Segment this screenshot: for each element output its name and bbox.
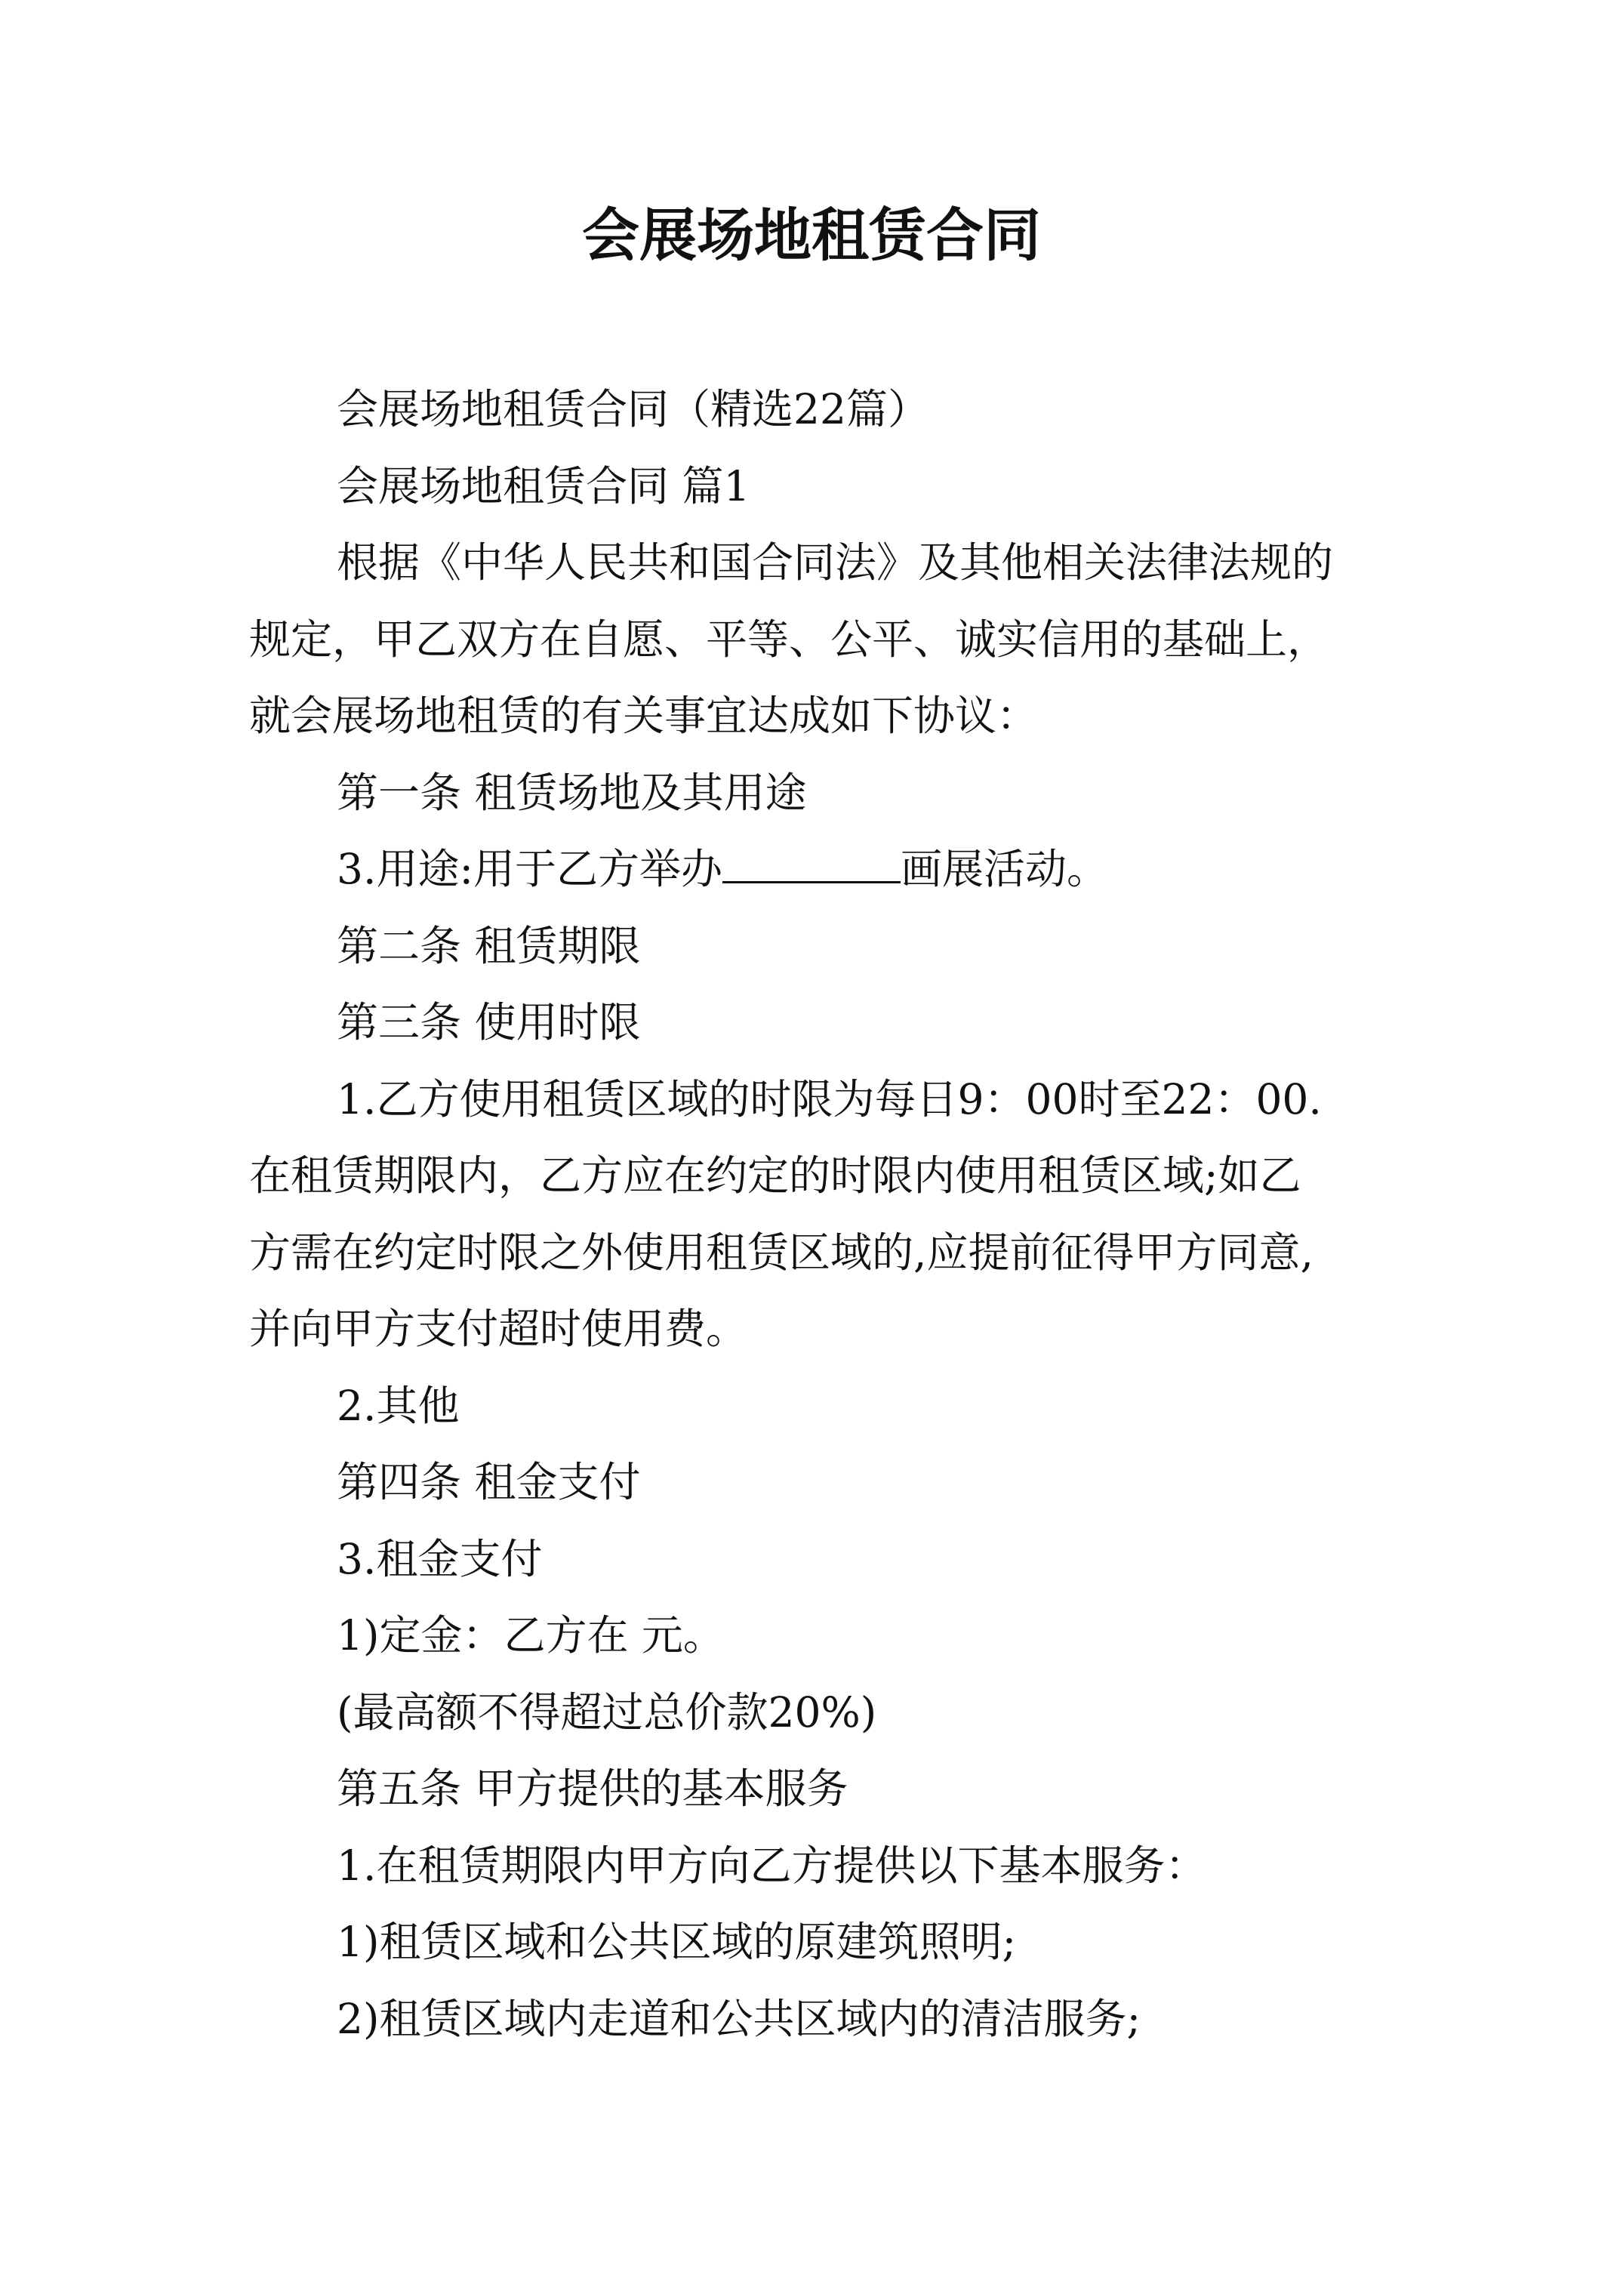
- paragraph-time-limit-line: 在租赁期限内，乙方应在约定的时限内使用租赁区域;如乙: [249, 1151, 1301, 1200]
- paragraph-deposit-note: (最高额不得超过总价款20%): [337, 1687, 877, 1737]
- list-item-cleaning: 2)租赁区域内走道和公共区域内的清洁服务;: [337, 1994, 1141, 2043]
- usage-text-after: 画展活动。: [901, 845, 1109, 893]
- paragraph-usage: [249, 831, 1397, 908]
- article-heading-1: 第一条 租赁场地及其用途: [337, 768, 807, 817]
- paragraph-other: 2.其他: [337, 1381, 460, 1430]
- usage-text-before: 3.用途:用于乙方举办: [337, 845, 723, 893]
- paragraph-preamble-line: 就会展场地租赁的有关事宜达成如下协议：: [249, 692, 1039, 740]
- paragraph-preamble-line: 根据《中华人民共和国合同法》及其他相关法律法规的: [337, 538, 1334, 587]
- paragraph-services-intro: 1.在租赁期限内甲方向乙方提供以下基本服务：: [337, 1841, 1207, 1890]
- article-heading-3: 第三条 使用时限: [337, 998, 641, 1046]
- document-title: 会展场地租赁合同: [582, 202, 1041, 269]
- list-item-lighting: 1)租赁区域和公共区域的原建筑照明;: [337, 1918, 1016, 1966]
- paragraph-rent-payment: 3.租金支付: [337, 1534, 543, 1583]
- document-body: [249, 371, 1397, 2057]
- fill-in-blank-line: [722, 848, 901, 883]
- article-heading-4: 第四条 租金支付: [337, 1458, 641, 1506]
- article-heading-2: 第二条 租赁期限: [337, 921, 641, 970]
- paragraph-deposit: 1)定金：乙方在 元。: [337, 1611, 725, 1660]
- paragraph-time-limit-line: 1.乙方使用租赁区域的时限为每日9：00时至22：00.: [337, 1074, 1322, 1123]
- paragraph-preamble-line: 规定，甲乙双方在自愿、平等、公平、诚实信用的基础上，: [249, 615, 1329, 664]
- article-heading-5: 第五条 甲方提供的基本服务: [337, 1764, 848, 1813]
- paragraph-time-limit-line: 方需在约定时限之外使用租赁区域的,应提前征得甲方同意,: [249, 1228, 1313, 1277]
- paragraph-time-limit-line: 并向甲方支付超时使用费。: [249, 1305, 748, 1353]
- paragraph-subtitle: 会展场地租赁合同（精选22篇）: [337, 385, 929, 433]
- paragraph-section-heading: 会展场地租赁合同 篇1: [337, 461, 750, 510]
